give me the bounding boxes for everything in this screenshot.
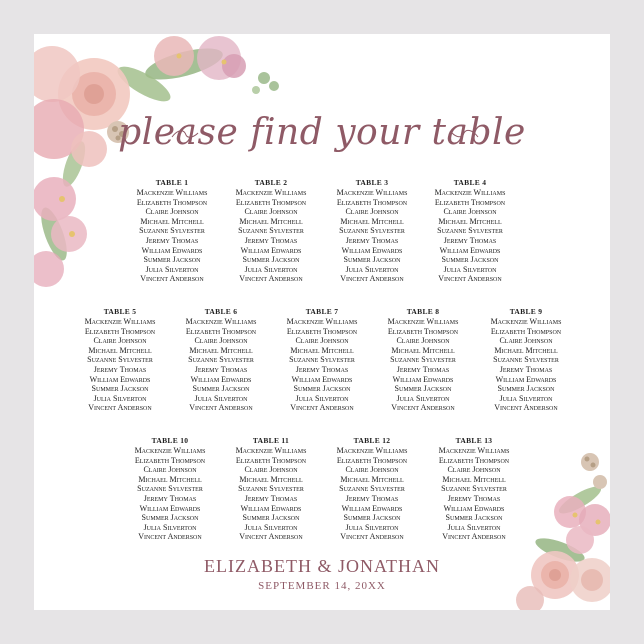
guest-name: Suzanne Sylvester: [87, 355, 153, 365]
guest-name: Jeremy Thomas: [443, 235, 497, 245]
guest-name: Claire Johnson: [143, 465, 197, 475]
guest-name: Jeremy Thomas: [145, 235, 199, 245]
guest-name: Jeremy Thomas: [93, 364, 147, 374]
guest-name: William Edwards: [341, 503, 403, 513]
table-heading: TABLE 10: [151, 436, 189, 445]
guest-name: Suzanne Sylvester: [238, 226, 304, 236]
guest-name: Elizabeth Thompson: [235, 455, 307, 465]
table-heading: TABLE 3: [355, 178, 389, 187]
table-card-7: [270, 307, 374, 413]
guest-name: Mackenzie Williams: [434, 188, 506, 197]
table-card-11: [219, 436, 323, 542]
guest-name: Julia Silverton: [244, 264, 298, 274]
table-card-9: [474, 307, 578, 413]
guest-name: Elizabeth Thompson: [434, 197, 506, 207]
guest-name: Summer Jackson: [445, 513, 503, 523]
couple-names: ELIZABETH & JONATHAN: [204, 556, 440, 576]
guest-name: William Edwards: [141, 245, 203, 255]
guest-name: Mackenzie Williams: [336, 188, 408, 197]
guest-name: Julia Silverton: [194, 393, 248, 403]
guest-name: Mackenzie Williams: [136, 188, 208, 197]
guest-name: Summer Jackson: [242, 513, 300, 523]
guest-name: Elizabeth Thompson: [438, 455, 510, 465]
guest-name: Julia Silverton: [93, 393, 147, 403]
table-card-8: [371, 307, 475, 413]
guest-name: Jeremy Thomas: [143, 493, 197, 503]
guest-name: William Edwards: [392, 374, 454, 384]
guest-name: Mackenzie Williams: [235, 446, 307, 455]
guest-name: Elizabeth Thompson: [134, 455, 206, 465]
guest-name: Suzanne Sylvester: [339, 226, 405, 236]
guest-name: Claire Johnson: [443, 207, 497, 217]
guest-name: Vincent Anderson: [138, 532, 202, 542]
guest-name: Claire Johnson: [295, 336, 349, 346]
guest-name: Claire Johnson: [345, 465, 399, 475]
table-card-4: [418, 178, 522, 284]
guest-name: Jeremy Thomas: [244, 493, 298, 503]
guest-name: Jeremy Thomas: [396, 364, 450, 374]
guest-name: Julia Silverton: [447, 522, 501, 532]
guest-name: William Edwards: [495, 374, 557, 384]
guest-name: Julia Silverton: [143, 522, 197, 532]
table-card-1: [120, 178, 224, 284]
guest-name: Michael Mitchell: [88, 345, 152, 355]
guest-name: Jeremy Thomas: [447, 493, 501, 503]
guest-name: Michael Mitchell: [138, 474, 202, 484]
guest-name: Elizabeth Thompson: [84, 326, 156, 336]
guest-name: Summer Jackson: [497, 384, 555, 394]
guest-name: Vincent Anderson: [442, 532, 506, 542]
guest-name: William Edwards: [443, 503, 505, 513]
guest-name: Suzanne Sylvester: [188, 355, 254, 365]
guest-name: William Edwards: [291, 374, 353, 384]
guest-name: William Edwards: [139, 503, 201, 513]
guest-name: Vincent Anderson: [494, 403, 558, 413]
guest-name: Elizabeth Thompson: [185, 326, 257, 336]
guest-name: Elizabeth Thompson: [387, 326, 459, 336]
guest-name: Jeremy Thomas: [499, 364, 553, 374]
table-card-10: [118, 436, 222, 542]
guest-name: Michael Mitchell: [494, 345, 558, 355]
table-card-13: [422, 436, 526, 542]
table-card-12: [320, 436, 424, 542]
table-heading: TABLE 2: [254, 178, 288, 187]
guest-name: Summer Jackson: [91, 384, 149, 394]
guest-name: Claire Johnson: [396, 336, 450, 346]
guest-name: Mackenzie Williams: [235, 188, 307, 197]
guest-name: Claire Johnson: [244, 207, 298, 217]
guest-name: Julia Silverton: [443, 264, 497, 274]
guest-name: Suzanne Sylvester: [238, 484, 304, 494]
guest-name: Elizabeth Thompson: [336, 455, 408, 465]
guest-name: Mackenzie Williams: [84, 317, 156, 326]
guest-name: Vincent Anderson: [391, 403, 455, 413]
guest-name: Jeremy Thomas: [244, 235, 298, 245]
guest-name: Michael Mitchell: [290, 345, 354, 355]
guest-name: Michael Mitchell: [340, 474, 404, 484]
guest-name: Suzanne Sylvester: [289, 355, 355, 365]
guest-name: Vincent Anderson: [290, 403, 354, 413]
guest-name: Michael Mitchell: [189, 345, 253, 355]
table-heading: TABLE 9: [509, 307, 543, 316]
guest-name: Elizabeth Thompson: [286, 326, 358, 336]
page-title: please find your table: [118, 112, 526, 153]
guest-name: Mackenzie Williams: [185, 317, 257, 326]
guest-name: Michael Mitchell: [438, 216, 502, 226]
guest-name: Summer Jackson: [141, 513, 199, 523]
guest-name: Vincent Anderson: [239, 532, 303, 542]
guest-name: Claire Johnson: [499, 336, 553, 346]
table-card-2: [219, 178, 323, 284]
guest-name: Claire Johnson: [194, 336, 248, 346]
guest-name: Elizabeth Thompson: [136, 197, 208, 207]
guest-name: Michael Mitchell: [239, 216, 303, 226]
guest-name: William Edwards: [89, 374, 151, 384]
guest-name: Suzanne Sylvester: [437, 226, 503, 236]
guest-name: Mackenzie Williams: [134, 446, 206, 455]
guest-name: Vincent Anderson: [340, 532, 404, 542]
table-heading: TABLE 4: [453, 178, 487, 187]
table-card-6: [169, 307, 273, 413]
guest-name: Jeremy Thomas: [295, 364, 349, 374]
guest-name: Summer Jackson: [343, 255, 401, 265]
guest-name: Mackenzie Williams: [490, 317, 562, 326]
guest-name: Vincent Anderson: [189, 403, 253, 413]
guest-name: Vincent Anderson: [88, 403, 152, 413]
guest-name: Summer Jackson: [143, 255, 201, 265]
guest-name: Elizabeth Thompson: [490, 326, 562, 336]
guest-name: Michael Mitchell: [391, 345, 455, 355]
table-heading: TABLE 5: [103, 307, 137, 316]
table-heading: TABLE 6: [204, 307, 238, 316]
guest-name: Summer Jackson: [343, 513, 401, 523]
guest-name: Julia Silverton: [145, 264, 199, 274]
guest-name: Julia Silverton: [396, 393, 450, 403]
guest-name: Summer Jackson: [242, 255, 300, 265]
guest-name: Julia Silverton: [345, 264, 399, 274]
guest-name: Jeremy Thomas: [194, 364, 248, 374]
guest-name: Mackenzie Williams: [336, 446, 408, 455]
guest-name: Jeremy Thomas: [345, 493, 399, 503]
guest-name: Julia Silverton: [345, 522, 399, 532]
guest-name: Summer Jackson: [441, 255, 499, 265]
guest-name: Claire Johnson: [244, 465, 298, 475]
guest-name: Mackenzie Williams: [438, 446, 510, 455]
guest-name: Julia Silverton: [499, 393, 553, 403]
table-card-5: [68, 307, 172, 413]
table-heading: TABLE 13: [455, 436, 493, 445]
guest-name: Julia Silverton: [295, 393, 349, 403]
guest-name: Suzanne Sylvester: [139, 226, 205, 236]
guest-name: William Edwards: [439, 245, 501, 255]
guest-name: Claire Johnson: [145, 207, 199, 217]
guest-name: Vincent Anderson: [340, 274, 404, 284]
guest-name: Michael Mitchell: [442, 474, 506, 484]
guest-name: Julia Silverton: [244, 522, 298, 532]
guest-name: Elizabeth Thompson: [235, 197, 307, 207]
guest-name: Suzanne Sylvester: [493, 355, 559, 365]
guest-name: Claire Johnson: [345, 207, 399, 217]
guest-name: Elizabeth Thompson: [336, 197, 408, 207]
guest-name: William Edwards: [190, 374, 252, 384]
table-heading: TABLE 1: [155, 178, 189, 187]
guest-name: Claire Johnson: [93, 336, 147, 346]
guest-name: Suzanne Sylvester: [441, 484, 507, 494]
guest-name: Suzanne Sylvester: [390, 355, 456, 365]
guest-name: Mackenzie Williams: [286, 317, 358, 326]
table-heading: TABLE 8: [406, 307, 440, 316]
guest-name: Vincent Anderson: [438, 274, 502, 284]
guest-name: Claire Johnson: [447, 465, 501, 475]
guest-name: Summer Jackson: [394, 384, 452, 394]
guest-name: William Edwards: [341, 245, 403, 255]
table-card-3: [320, 178, 424, 284]
guest-name: Michael Mitchell: [340, 216, 404, 226]
table-heading: TABLE 12: [353, 436, 391, 445]
guest-name: Suzanne Sylvester: [137, 484, 203, 494]
guest-name: Summer Jackson: [192, 384, 250, 394]
guest-name: Summer Jackson: [293, 384, 351, 394]
table-heading: TABLE 7: [305, 307, 339, 316]
guest-name: Vincent Anderson: [239, 274, 303, 284]
guest-name: William Edwards: [240, 503, 302, 513]
guest-name: Michael Mitchell: [140, 216, 204, 226]
guest-name: William Edwards: [240, 245, 302, 255]
wedding-date: SEPTEMBER 14, 20XX: [258, 580, 386, 592]
guest-name: Vincent Anderson: [140, 274, 204, 284]
table-heading: TABLE 11: [252, 436, 290, 445]
guest-name: Jeremy Thomas: [345, 235, 399, 245]
guest-name: Michael Mitchell: [239, 474, 303, 484]
guest-name: Mackenzie Williams: [387, 317, 459, 326]
guest-name: Suzanne Sylvester: [339, 484, 405, 494]
